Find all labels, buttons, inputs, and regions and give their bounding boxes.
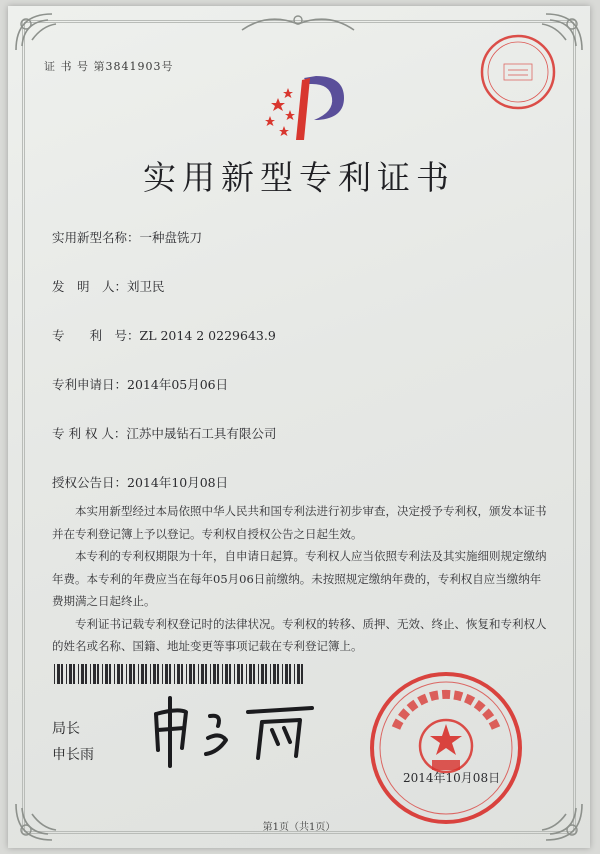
national-ip-office-seal-icon — [366, 668, 526, 828]
page-footer: 第1页（共1页） — [262, 822, 336, 833]
document-title: 实用新型专利证书 — [143, 158, 455, 197]
field-label: 授权公告日： — [52, 475, 128, 490]
field-value: 刘卫民 — [127, 279, 165, 294]
barcode-icon — [54, 664, 304, 684]
seal-date: 2014年10月08日 — [403, 771, 501, 785]
field-label: 专利申请日： — [52, 377, 128, 392]
field-label: 实用新型名称： — [52, 230, 140, 245]
signature-name: 申长雨 — [52, 747, 94, 763]
patent-office-logo-icon — [258, 68, 358, 148]
field-grant-date — [52, 473, 228, 491]
field-application-date — [52, 375, 228, 393]
field-value: ZL 2014 2 0229643.9 — [139, 328, 276, 343]
paragraph: 本专利的专利权期限为十年，自申请日起算。专利权人应当依照专利法及其实施细则规定缴纳年费。本专利的年费应当在每年05月06日前缴纳。未按照规定缴纳年费的，专利权自应当缴纳年费期满之日起终止。 — [52, 549, 547, 608]
signature-title: 局长 — [52, 721, 80, 737]
field-label: 发 明 人： — [52, 279, 128, 294]
certificate-number: 证 书 号 第3841903号 — [44, 60, 174, 73]
paragraph: 专利证书记载专利权登记时的法律状况。专利权的转移、质押、无效、终止、恢复和专利权人的姓名或名称、国籍、地址变更等事项记载在专利登记簿上。 — [52, 616, 547, 653]
field-patentee — [52, 424, 276, 442]
handwritten-signature-icon — [148, 692, 328, 772]
certificate-paper — [8, 6, 590, 848]
certificate-body-text — [52, 500, 552, 658]
field-value: 2014年10月08日 — [127, 475, 229, 490]
field-value: 2014年05月06日 — [127, 377, 229, 392]
patent-office-seal-icon — [478, 32, 558, 112]
field-value: 江苏中晟钻石工具有限公司 — [126, 426, 277, 441]
field-patent-number — [52, 326, 276, 344]
top-ornament-icon — [238, 10, 358, 36]
field-inventor — [52, 277, 165, 295]
field-label: 专 利 号： — [52, 328, 140, 343]
field-label: 专 利 权 人： — [52, 426, 127, 441]
paragraph: 本实用新型经过本局依照中华人民共和国专利法进行初步审查，决定授予专利权，颁发本证书并在专利登记簿上予以登记。专利权自授权公告之日起生效。 — [52, 504, 547, 541]
field-value: 一种盘铣刀 — [139, 230, 203, 245]
field-utility-model-name — [52, 228, 202, 246]
corner-ornament-icon — [12, 10, 82, 54]
